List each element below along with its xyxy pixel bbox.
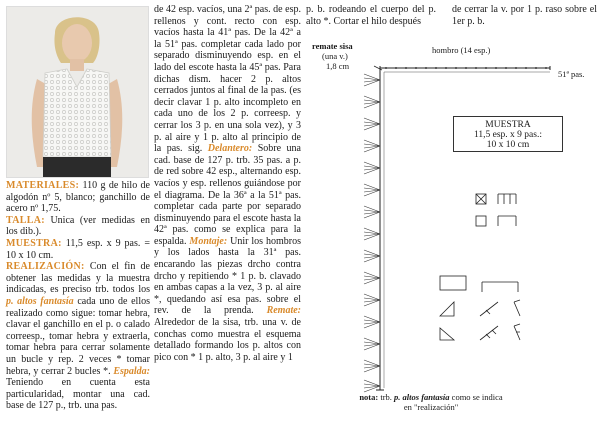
label-remate-una-v: (una v.) (322, 51, 348, 61)
nota-prefix: nota: (359, 392, 379, 402)
muestra-box (453, 116, 563, 152)
heading-realizacion: REALIZACIÓN: (6, 261, 85, 273)
muestra-line-2: 10 x 10 cm (486, 140, 530, 150)
muestra-line-1: 11,5 esp. x 9 pas.: (474, 130, 542, 140)
text-column-4 (452, 4, 597, 27)
legend-symbols (440, 194, 520, 340)
text-talla: Unica (ver medidas en los dib.). (6, 214, 150, 238)
label-hombro: hombro (14 esp.) (432, 45, 491, 55)
text-col2-2: Sobre una cad. base de 127 p. trb. 35 pas. a p. de red sobre 42 esp., alternando esp. vacíos y esp. rellenos guiándose por el diagrama. De la 36ª a la 51ª pas. completar cada parte por separado disminuyendo para el escote hasta la 42ª pas. como se explica para la espalda. (154, 143, 301, 247)
label-pas51: 51ª pas. (558, 69, 585, 79)
text-col2-4: Alrededor de la sisa, trb. una v. de conchas como muestra el esquema detallado formando los p. altos con pico con * 1 p. alto, 3 p. al aire y 1 (154, 317, 301, 363)
label-remate-cm: 1,8 cm (326, 61, 350, 71)
heading-delantero: Delantero: (207, 143, 253, 155)
model-photo-image (7, 7, 148, 177)
paragraph-col2 (154, 4, 301, 363)
paragraph-muestra (6, 238, 150, 261)
text-col4: de cerrar la v. por 1 p. raso sobre el 1er p. b. (452, 4, 597, 27)
paragraph-realizacion (6, 261, 150, 412)
heading-montaje: Montaje: (189, 235, 228, 247)
model-photo (6, 6, 149, 178)
paragraph-talla (6, 215, 150, 238)
text-realizacion-bold: p. altos fantasía (6, 295, 74, 307)
heading-remate: Remate: (266, 305, 301, 317)
nota-mid: trb. (378, 392, 395, 402)
text-col2-1: de 42 esp. vacíos, una 2ª pas. de esp. rellenos y cont. recto con esp. vacíos hasta la 41ª pas. De la 42ª a la 51ª pas. completar cada lado por separado disminuyendo esp. en el lado del escote hasta la 45ª pas. Para dichas dism. hacer 2 p. altos cerrados juntos al final de la pas. (es decir clavar 1 p. alto incompleto en cada uno de los 2 p. correesp. y cerrar los 3 p. en una sola vez), y 3 p. al aire y 1 p. alto al principio de la pas. sig. (154, 4, 301, 155)
heading-espalda: Espalda: (113, 365, 150, 377)
paragraph-materials (6, 180, 150, 215)
text-column-2 (154, 4, 301, 363)
heading-materiales: MATERIALES: (6, 180, 80, 191)
nota-suffix: como se indica en "realización" (403, 392, 503, 412)
text-espalda: Teniendo en cuenta esta particularidad, montar una cad. base de 127 p., trb. una pas. (6, 377, 150, 412)
crochet-diagram (300, 40, 596, 428)
muestra-title: MUESTRA (485, 120, 531, 130)
text-column-3 (306, 4, 436, 27)
text-column-1 (6, 180, 150, 412)
nota-bold: p. altos fantasía (394, 392, 450, 402)
text-muestra: 11,5 esp. x 9 pas. = 10 x 10 cm. (6, 237, 150, 261)
label-remate-sisa: remate sisa (312, 41, 353, 51)
text-col3: p. b. rodeando el cuerpo del p. alto *. Cortar el hilo después (306, 4, 436, 27)
text-realizacion-2: cada uno de ellos realizado como sigue: tomar hebra, clavar el ganchillo en el p. o calado correesp., tomar hebra y extraerla, tomar hebra para cerrar solamente un bucle y rep. 2 veces * tomar hebra, y cerrar 2 bucles *. (6, 295, 151, 377)
nota (356, 392, 506, 412)
text-col2-3: Unir los hombros y los lados hasta la 31ª pas. encarando las piezas drcho contra drcho y repitiendo * 1 p. b. clavado en ambas capas a la vez, 3 p. al aire *, quedando así esa pas. sobre el rev. de la prenda. (154, 235, 301, 317)
text-materiales: 110 g de hilo de algodón nº 5, blanco; ganchillo de acero nº 1,75. (6, 180, 150, 215)
heading-talla: TALLA: (6, 214, 45, 226)
text-realizacion-1: Con el fin de obtener las medidas y la muestra indicadas, es preciso trb. todos los (6, 261, 150, 296)
heading-muestra: MUESTRA: (6, 237, 62, 249)
